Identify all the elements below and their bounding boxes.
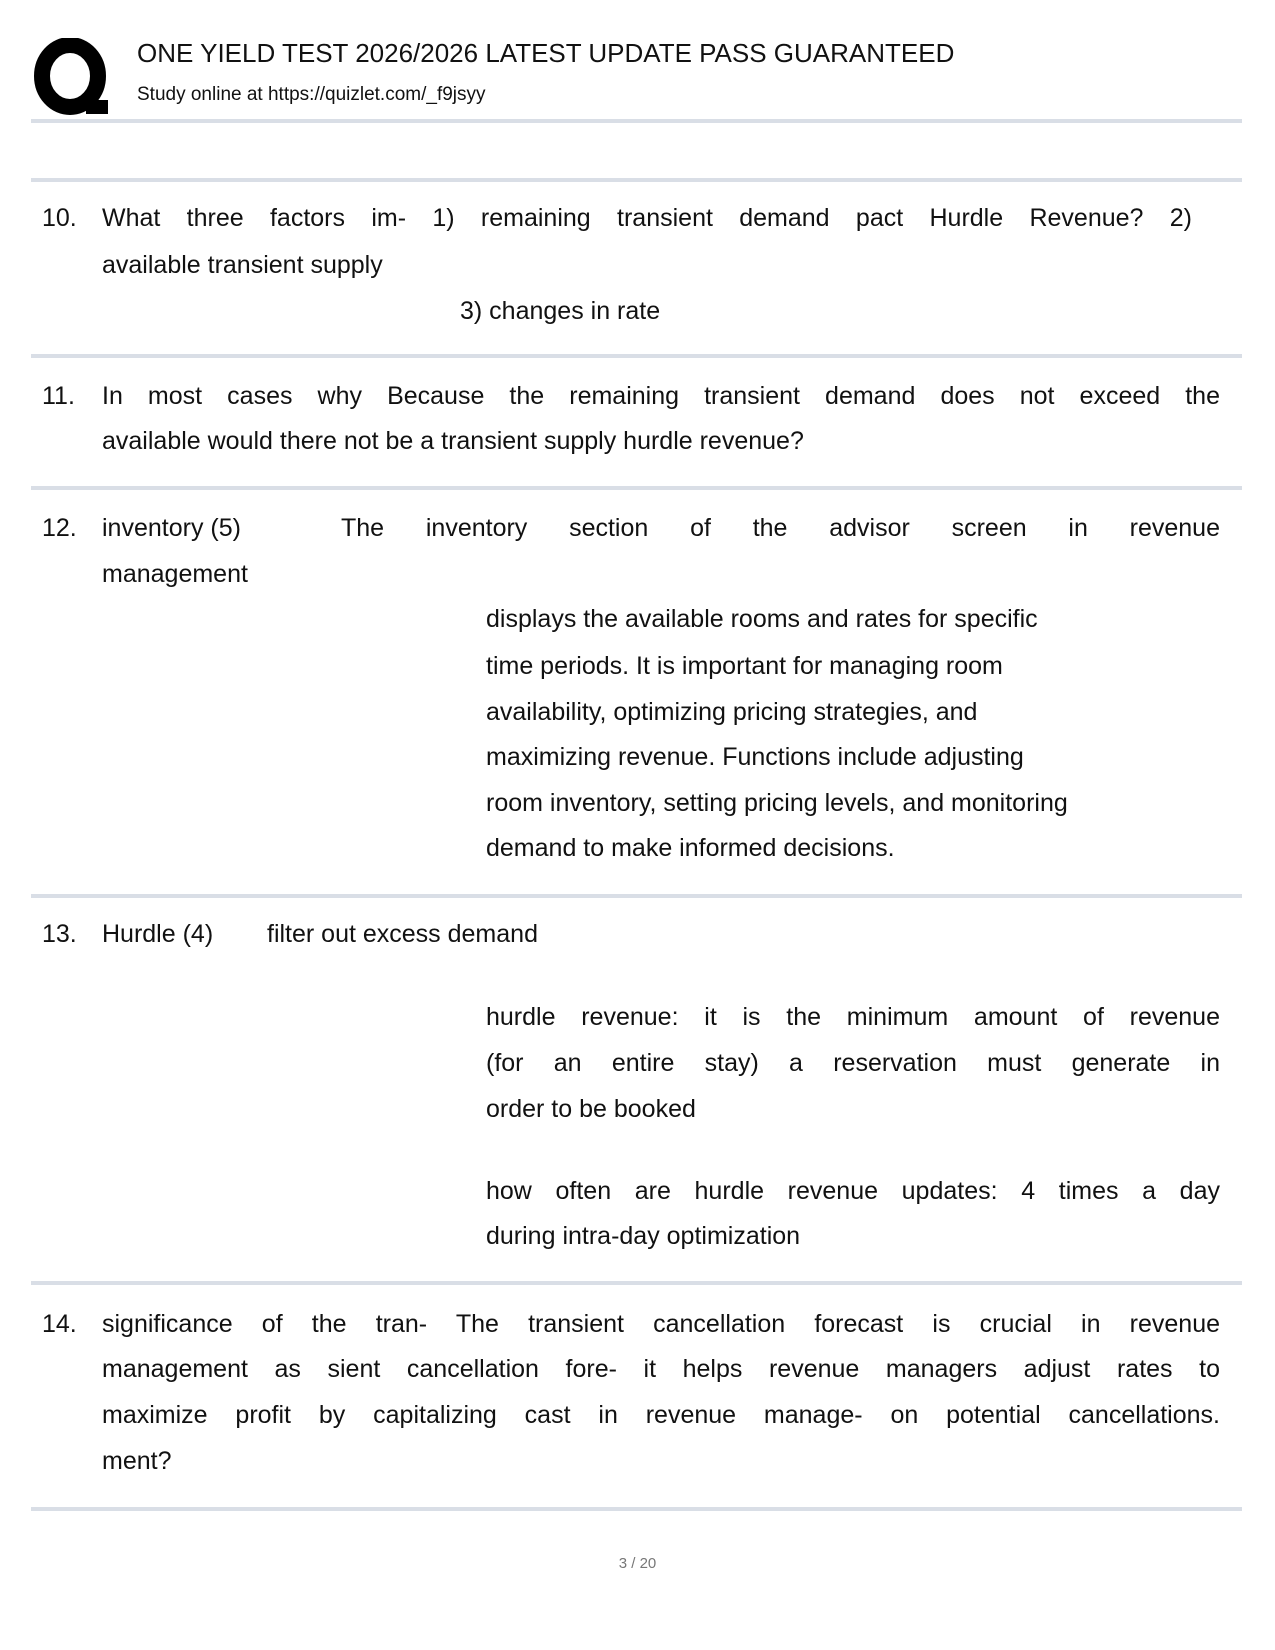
item-text: (for an entire stay) a reservation must generate in xyxy=(486,1049,1220,1077)
item-text: available would there not be a transient supply hurdle revenue? xyxy=(102,427,804,455)
item-text: room inventory, setting pricing levels, and monitoring xyxy=(486,789,1068,817)
item-text: availability, optimizing pricing strategies, and xyxy=(486,698,978,726)
item-text: demand to make informed decisions. xyxy=(486,834,895,862)
item-text: In most cases why Because the remaining transient demand does not exceed the xyxy=(102,382,1220,410)
item-term: Hurdle (4) xyxy=(102,920,214,948)
item-text: during intra-day optimization xyxy=(486,1222,801,1250)
item-text: maximizing revenue. Functions include adjusting xyxy=(486,743,1024,771)
item-text: significance of the tran- The transient cancellation forecast is crucial in revenue xyxy=(102,1310,1220,1338)
item-number: 14. xyxy=(42,1310,77,1338)
item-text: ment? xyxy=(102,1447,172,1475)
item-text: hurdle revenue: it is the minimum amount of revenue xyxy=(486,1003,1220,1031)
divider xyxy=(31,486,1242,490)
item-text: management as sient cancellation fore- it helps revenue managers adjust rates to xyxy=(102,1355,1220,1383)
page-number: 3 / 20 xyxy=(618,1555,657,1572)
item-number: 13. xyxy=(42,920,77,948)
divider xyxy=(31,1281,1242,1285)
item-text: order to be booked xyxy=(486,1095,696,1123)
item-text: 3) changes in rate xyxy=(460,297,661,325)
item-text: The inventory section of the advisor screen in revenue xyxy=(341,514,1220,542)
item-number: 11. xyxy=(42,382,75,410)
divider xyxy=(31,1507,1242,1511)
item-number: 10. xyxy=(42,204,77,232)
quizlet-logo-icon xyxy=(34,38,114,118)
item-text: how often are hurdle revenue updates: 4 times a day xyxy=(486,1177,1220,1205)
divider xyxy=(31,894,1242,898)
item-text: What three factors im- 1) remaining transient demand pact Hurdle Revenue? 2) xyxy=(102,204,1192,232)
item-number: 12. xyxy=(42,514,77,542)
item-text: maximize profit by capitalizing cast in revenue manage- on potential cancellations. xyxy=(102,1401,1220,1429)
item-term: management xyxy=(102,560,248,588)
item-text: filter out excess demand xyxy=(267,920,538,948)
item-term: inventory (5) xyxy=(102,514,241,542)
divider xyxy=(31,178,1242,182)
item-text: time periods. It is important for managing room xyxy=(486,652,1003,680)
study-link[interactable]: Study online at https://quizlet.com/_f9jsyy xyxy=(137,84,486,105)
divider xyxy=(31,354,1242,358)
item-text: displays the available rooms and rates for specific xyxy=(486,605,1038,633)
page-title: ONE YIELD TEST 2026/2026 LATEST UPDATE PASS GUARANTEED xyxy=(137,38,955,68)
divider xyxy=(31,119,1242,123)
item-text: available transient supply xyxy=(102,251,383,279)
